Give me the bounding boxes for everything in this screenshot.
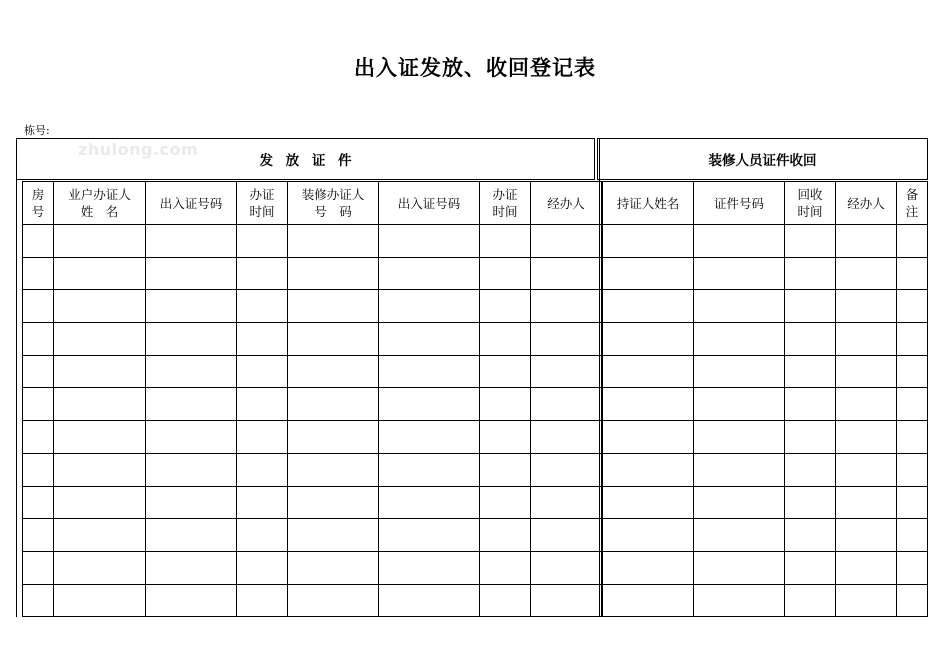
table-cell [480,355,531,388]
table-cell [603,355,694,388]
table-cell [785,290,836,323]
table-cell [379,421,480,454]
table-cell [785,225,836,258]
column-header-line1: 证件号码 [713,195,764,211]
issue-column-header [288,182,379,225]
table-row [23,421,602,454]
table-cell [531,421,602,454]
column-header-line1: 经办人 [847,195,885,211]
table-cell [694,421,785,454]
return-table-body [603,225,928,617]
table-cell [694,551,785,584]
table-cell [531,225,602,258]
column-header-line1: 房 [31,187,45,202]
table-cell [23,486,54,519]
table-row [603,453,928,486]
table-cell [288,551,379,584]
table-cell [379,225,480,258]
return-table [602,181,928,617]
table-cell [785,421,836,454]
table-cell [379,584,480,617]
table-cell [237,225,288,258]
table-cell [54,519,146,552]
table-cell [23,551,54,584]
table-cell [54,257,146,290]
table-cell [785,257,836,290]
table-cell [836,551,897,584]
table-cell [23,519,54,552]
issue-column-header [237,182,288,225]
table-cell [836,486,897,519]
table-cell [480,290,531,323]
table-row [23,584,602,617]
column-header-line2: 时间 [797,204,823,219]
table-cell [23,421,54,454]
table-row [603,519,928,552]
column-header-line2: 注 [905,204,919,219]
table-cell [288,388,379,421]
table-row [23,323,602,356]
table-cell [54,453,146,486]
column-header-line2: 姓 名 [80,204,119,219]
table-cell [146,453,237,486]
table-row [603,290,928,323]
table-cell [531,257,602,290]
building-number-label: 栋号: [24,124,50,137]
column-header-line1: 持证人姓名 [616,195,680,211]
table-row [23,388,602,421]
return-header-row [603,182,928,225]
table-cell [603,551,694,584]
table-cell [603,486,694,519]
table-cell [897,584,928,617]
table-cell [237,257,288,290]
table-cell [54,225,146,258]
table-cell [379,453,480,486]
watermark-text: zhulong.com [78,140,199,159]
table-cell [897,323,928,356]
table-cell [785,388,836,421]
table-row [603,323,928,356]
table-cell [480,421,531,454]
table-cell [237,355,288,388]
table-cell [897,453,928,486]
issue-table [22,181,602,617]
table-row [603,421,928,454]
table-row [23,355,602,388]
table-cell [379,388,480,421]
table-cell [603,453,694,486]
return-column-header [897,182,928,225]
table-cell [694,290,785,323]
table-row [23,453,602,486]
table-cell [480,388,531,421]
table-cell [146,388,237,421]
table-cell [288,486,379,519]
table-cell [836,323,897,356]
table-cell [897,257,928,290]
table-row [603,584,928,617]
table-cell [603,388,694,421]
table-row [23,225,602,258]
table-cell [694,453,785,486]
table-cell [146,486,237,519]
issue-header-row [23,182,602,225]
table-cell [785,486,836,519]
table-row [23,257,602,290]
table-cell [836,290,897,323]
table-row [23,519,602,552]
table-cell [531,453,602,486]
return-section-header: 装修人员证件收回 [597,138,928,180]
table-row [23,551,602,584]
table-cell [288,584,379,617]
table-cell [146,225,237,258]
table-cell [694,519,785,552]
table-row [603,551,928,584]
table-cell [480,551,531,584]
table-row [603,388,928,421]
table-cell [146,290,237,323]
table-cell [694,388,785,421]
table-cell [531,486,602,519]
table-cell [836,453,897,486]
table-cell [836,584,897,617]
table-cell [23,453,54,486]
table-cell [288,257,379,290]
table-row [603,225,928,258]
table-cell [480,453,531,486]
table-cell [379,486,480,519]
column-header-line2: 号 码 [314,204,352,219]
table-cell [146,323,237,356]
table-cell [897,486,928,519]
table-cell [288,323,379,356]
table-cell [836,225,897,258]
table-cell [694,257,785,290]
table-cell [54,355,146,388]
return-column-header [694,182,785,225]
issue-column-header [54,182,146,225]
table-cell [897,355,928,388]
table-cell [237,486,288,519]
table-cell [480,584,531,617]
table-cell [23,388,54,421]
table-cell [531,323,602,356]
table-cell [694,355,785,388]
table-cell [23,225,54,258]
table-cell [288,421,379,454]
issue-column-header [23,182,54,225]
return-column-header [836,182,897,225]
column-header-line1: 出入证号码 [159,195,223,211]
table-cell [146,355,237,388]
table-cell [603,519,694,552]
table-cell [785,355,836,388]
column-header-line1: 装修办证人 [301,187,365,202]
table-cell [897,388,928,421]
table-row [603,486,928,519]
table-row [23,486,602,519]
table-cell [237,290,288,323]
table-cell [603,421,694,454]
table-cell [288,519,379,552]
table-cell [531,290,602,323]
table-cell [897,551,928,584]
table-cell [54,584,146,617]
table-cell [379,323,480,356]
table-cell [379,290,480,323]
table-cell [836,355,897,388]
table-cell [288,225,379,258]
table-cell [531,355,602,388]
table-cell [146,551,237,584]
table-cell [480,257,531,290]
table-cell [603,290,694,323]
table-cell [603,225,694,258]
table-cell [836,257,897,290]
table-cell [23,257,54,290]
table-cell [54,551,146,584]
table-cell [694,323,785,356]
table-cell [54,421,146,454]
table-cell [379,257,480,290]
table-cell [836,388,897,421]
table-cell [603,323,694,356]
table-cell [785,519,836,552]
issue-section-header: 发 放 证 件 [16,138,595,180]
table-cell [785,584,836,617]
table-cell [531,519,602,552]
column-header-line2: 时间 [249,204,275,219]
table-cell [237,323,288,356]
table-cell [23,355,54,388]
return-column-header [785,182,836,225]
column-header-line1: 备 [905,187,919,202]
column-header-line1: 经办人 [547,195,585,211]
table-cell [897,290,928,323]
column-header-line1: 办证 [249,187,275,202]
table-cell [785,551,836,584]
table-cell [54,323,146,356]
issue-column-header [531,182,602,225]
table-cell [288,290,379,323]
column-header-line2: 时间 [492,204,518,219]
table-cell [237,519,288,552]
column-header-line1: 办证 [492,187,518,202]
table-row [603,355,928,388]
issue-column-header [379,182,480,225]
section-divider [599,138,600,617]
table-cell [237,584,288,617]
table-cell [694,225,785,258]
table-cell [897,225,928,258]
table-cell [146,257,237,290]
return-column-header [603,182,694,225]
table-cell [54,290,146,323]
table-cell [603,584,694,617]
table-cell [54,388,146,421]
column-header-line1: 回收 [797,187,823,202]
column-header-line2: 号 [31,204,45,219]
table-cell [480,225,531,258]
table-cell [379,551,480,584]
table-cell [23,290,54,323]
table-cell [146,519,237,552]
table-cell [237,453,288,486]
table-cell [836,519,897,552]
table-cell [146,584,237,617]
table-cell [146,421,237,454]
table-cell [836,421,897,454]
table-cell [480,323,531,356]
issue-column-header [146,182,237,225]
table-cell [237,551,288,584]
table-cell [23,323,54,356]
table-cell [531,388,602,421]
page-title: 出入证发放、收回登记表 [354,56,596,80]
table-cell [897,421,928,454]
table-cell [603,257,694,290]
table-cell [480,486,531,519]
issue-column-header [480,182,531,225]
table-cell [531,551,602,584]
table-cell [379,519,480,552]
table-row [603,257,928,290]
table-cell [785,453,836,486]
table-cell [785,323,836,356]
table-cell [54,486,146,519]
table-cell [694,584,785,617]
table-cell [237,421,288,454]
table-row [23,290,602,323]
table-cell [288,453,379,486]
table-cell [480,519,531,552]
table-cell [379,355,480,388]
table-cell [237,388,288,421]
table-cell [897,519,928,552]
issue-table-body [23,225,602,617]
column-header-line1: 业户办证人 [68,187,131,202]
table-cell [694,486,785,519]
table-cell [288,355,379,388]
table-cell [23,584,54,617]
outer-border-left [16,180,17,617]
column-header-line1: 出入证号码 [397,195,461,211]
table-cell [531,584,602,617]
